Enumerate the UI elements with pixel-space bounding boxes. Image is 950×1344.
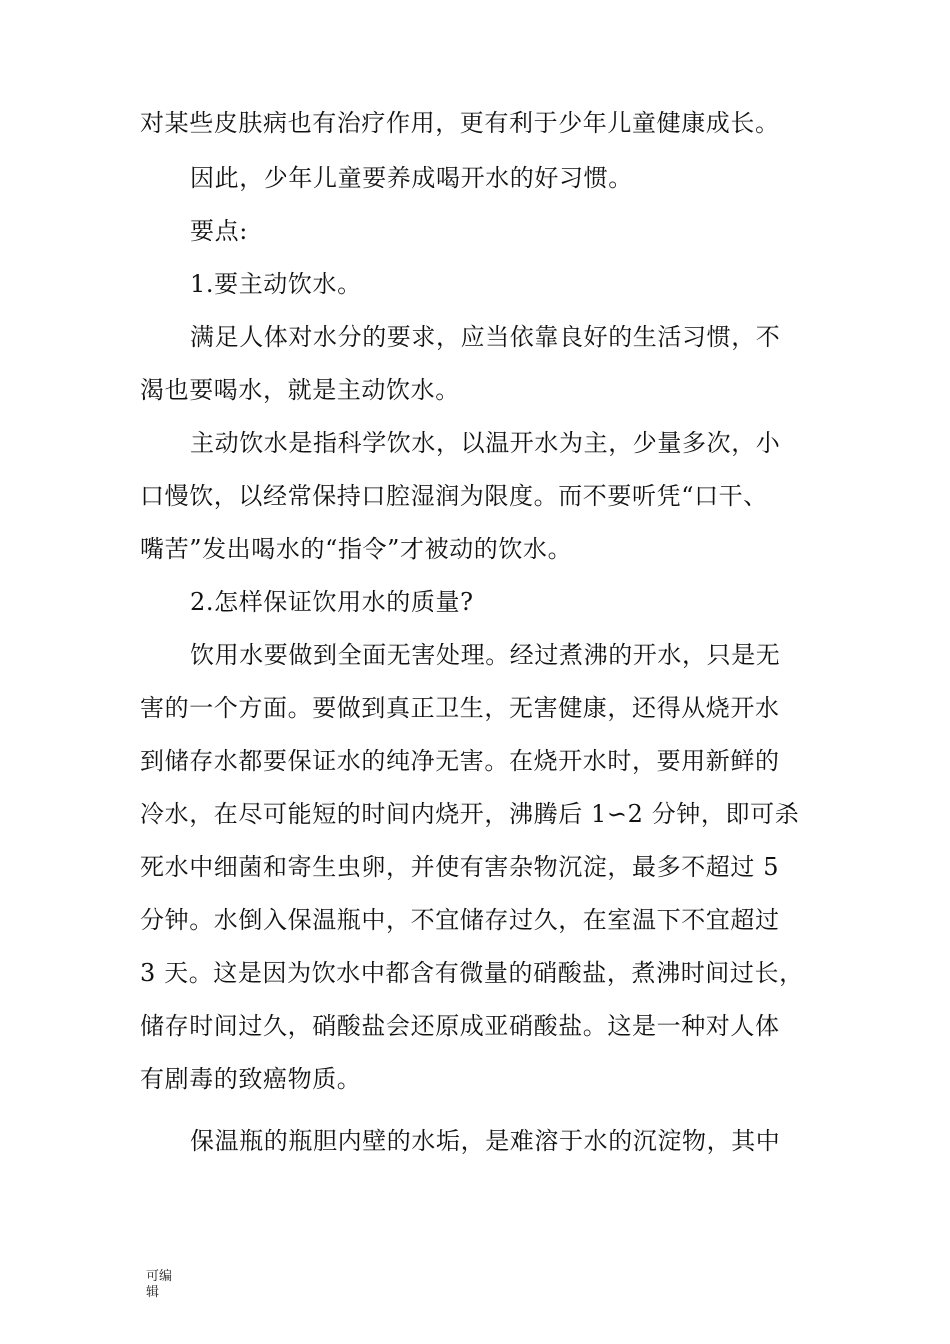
text-line: 对某些皮肤病也有治疗作用，更有利于少年儿童健康成长。 [140,109,780,137]
text-line: 死水中细菌和寄生虫卵，并使有害杂物沉淀，最多不超过 5 [140,853,780,881]
section-heading: 1.要主动饮水。 [190,270,362,298]
text-line: 3 天。这是因为饮水中都含有微量的硝酸盐，煮沸时间过长， [140,959,804,987]
text-line: 冷水，在尽可能短的时间内烧开，沸腾后 1∽2 分钟，即可杀 [140,800,800,828]
text-line: 保温瓶的瓶胆内壁的水垢，是难溶于水的沉淀物，其中 [190,1127,781,1155]
text-line: 主动饮水是指科学饮水，以温开水为主，少量多次，小 [190,429,781,457]
text-line: 有剧毒的致癌物质。 [140,1065,362,1093]
footer-editable-label: 辑 [146,1285,160,1300]
text-line: 满足人体对水分的要求，应当依靠良好的生活习惯，不 [190,323,781,351]
text-line: 到储存水都要保证水的纯净无害。在烧开水时，要用新鲜的 [140,747,780,775]
text-line: 嘴苦”发出喝水的“指令”才被动的饮水。 [140,535,573,563]
section-heading: 要点: [190,217,248,245]
footer-editable-label: 可编 [146,1269,173,1284]
text-line: 口慢饮，以经常保持口腔湿润为限度。而不要听凭“口干、 [140,482,768,510]
text-line: 饮用水要做到全面无害处理。经过煮沸的开水，只是无 [190,641,781,669]
section-heading: 2.怎样保证饮用水的质量? [190,588,474,616]
text-line: 渴也要喝水，就是主动饮水。 [140,376,460,404]
text-line: 因此，少年儿童要养成喝开水的好习惯。 [190,164,633,192]
text-line: 分钟。水倒入保温瓶中，不宜储存过久，在室温下不宜超过 [140,906,780,934]
text-line: 害的一个方面。要做到真正卫生，无害健康，还得从烧开水 [140,694,780,722]
text-line: 储存时间过久，硝酸盐会还原成亚硝酸盐。这是一种对人体 [140,1012,780,1040]
